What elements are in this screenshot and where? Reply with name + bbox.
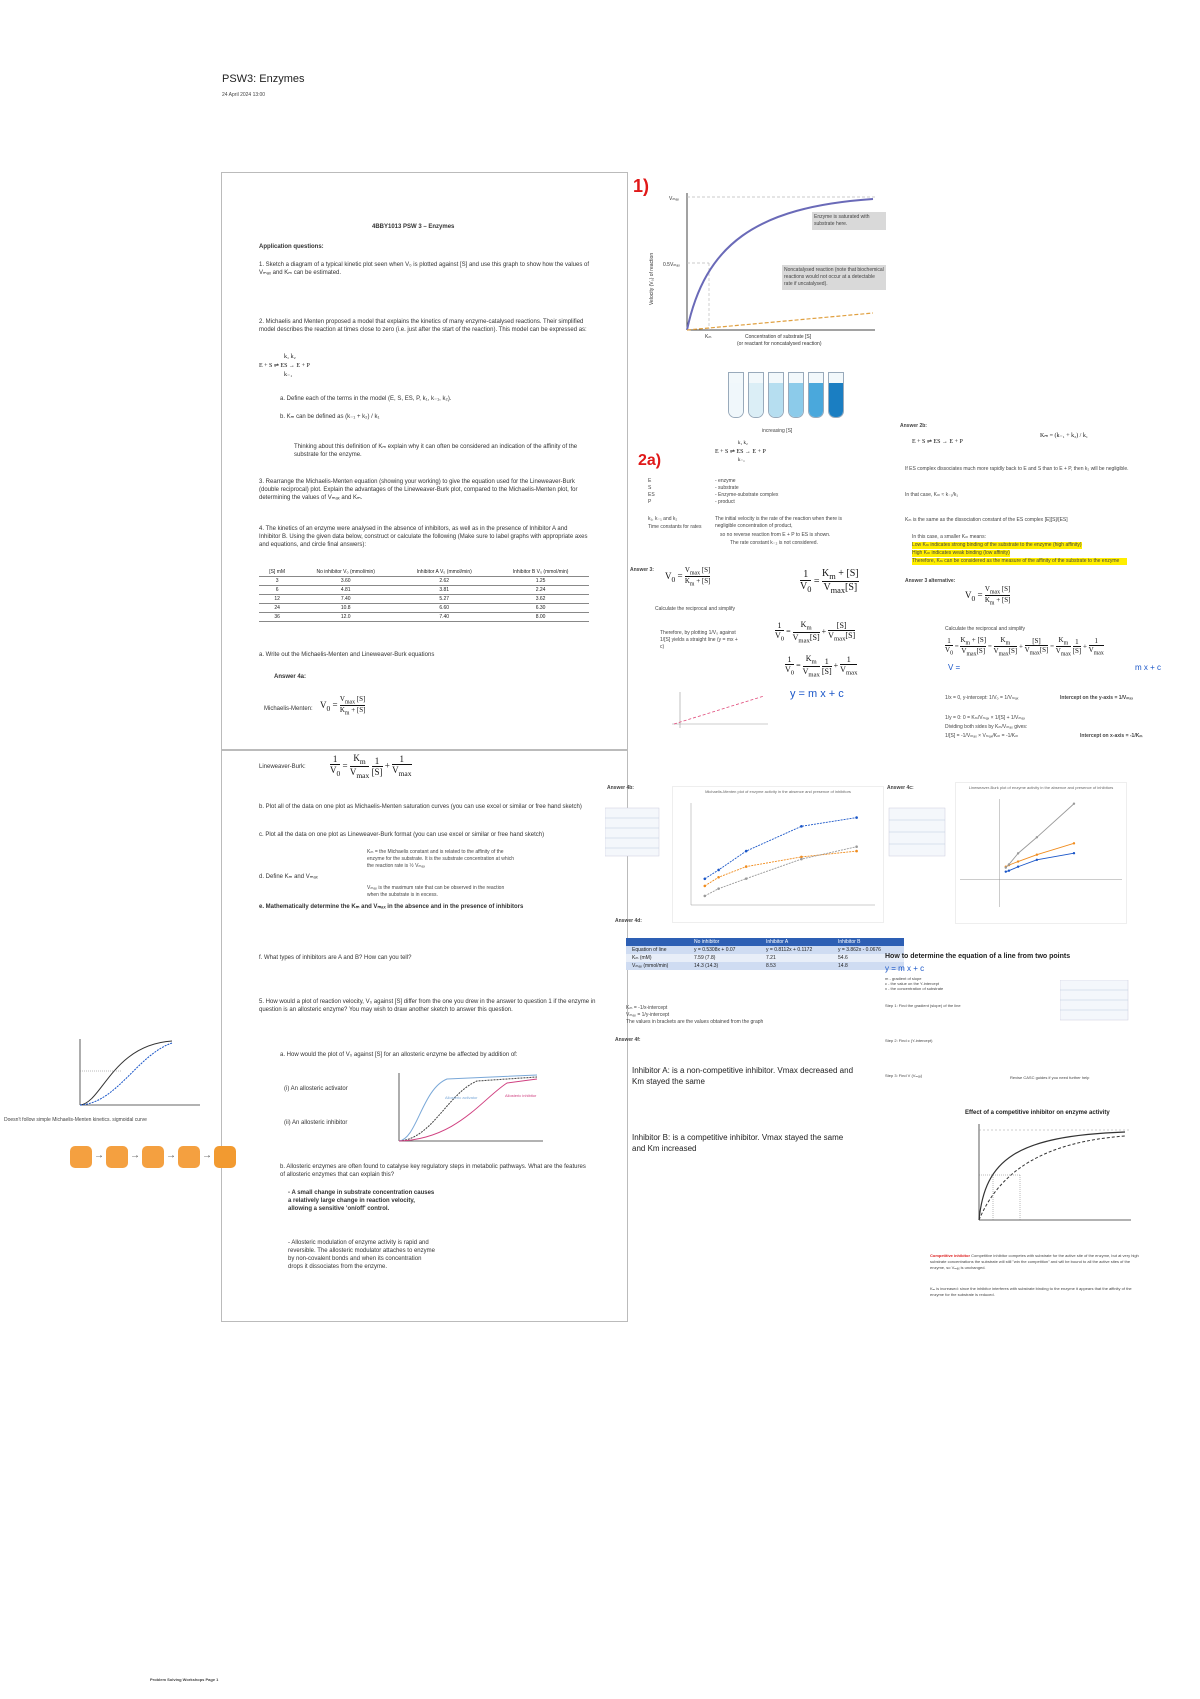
line-equation-title: How to determine the equation of a line from two points [885, 953, 1071, 960]
line-equation: y = m x + c [885, 964, 925, 973]
definition-item: - enzyme [715, 478, 736, 484]
question-4f: f. What types of inhibitors are A and B? How can you tell? [259, 955, 412, 961]
answer-3-reciprocal-equation: $\frac{1}{V_0}$ = $K_m + [S]$ $V_{max}[S]$ [800, 568, 859, 595]
km-note: Kₘ = -1/x-intercept [626, 1005, 668, 1011]
answer-3-line-sketch [670, 690, 770, 730]
q2-reverse-constant: k₋₁ [284, 372, 293, 378]
question-5: 5. How would a plot of reaction velocity, V₀ against [S] differ from the one you drew in the answer to question 1 if the enzyme in question is an allosteric enzyme? You may wish to draw another sketch to answer this question. [259, 999, 596, 1013]
page-timestamp: 24 April 2024 13:00 [222, 92, 266, 98]
answer-3-alt-x0: 1/x = 0, y-intercept: 1/V₀ = 1/Vₘₐₓ [945, 695, 1019, 701]
term-item: E [648, 478, 652, 484]
answer-3-alt-mm-equation: $V_0$ = $V_{max}$ [S] $K_m + [S]$ [965, 585, 1011, 607]
answer-3-alt-x-intercept: Intercept on x-axis = -1/Kₘ [1080, 733, 1143, 739]
mm-data-point [704, 877, 707, 880]
results-header: No inhibitor [694, 939, 720, 945]
competitive-inhibitor-plot [965, 1120, 1135, 1230]
table-cell: 14.3 (14.3) [694, 963, 719, 969]
term-item: P [648, 499, 652, 505]
vmax-definition-note: Vₘₐₓ is the maximum rate that can be observed in the reaction when the substrate is in excess. [367, 885, 505, 898]
question-2b-detail: Thinking about this definition of Kₘ explain why it can often be considered an indication of the affinity of the substrate for the enzyme. [294, 444, 578, 458]
mm-label: Michaelis-Menten: [264, 706, 313, 712]
lb-data-point [1036, 836, 1038, 838]
test-tube-icon [728, 372, 744, 418]
table-cell: 8.53 [766, 963, 776, 969]
mm-data-point [745, 865, 748, 868]
worksheet-heading: 4BBY1013 PSW 3 – Enzymes [372, 224, 455, 230]
inhibitor-b-answer: Inhibitor B: is a competitive inhibitor. Vmax stayed the same and Km increased [632, 1133, 844, 1153]
mm-data-point [717, 887, 720, 890]
question-4d: d. Define Kₘ and Vₘₐₓ [259, 874, 318, 880]
question-5a-ii: (ii) An allosteric inhibitor [284, 1120, 348, 1126]
table-cell: 6.30 [492, 604, 589, 613]
enzyme-subunit-icon [70, 1146, 92, 1168]
table-cell: 3.60 [295, 577, 396, 586]
table-row [259, 604, 589, 613]
answer-3-split-equation: $\frac{1}{V_0}$ = $K_m$ $V_{max}[S]$ + [S] $V_{max}[S]$ [775, 620, 856, 645]
lb-chart [956, 793, 1126, 919]
test-tube-icon [768, 372, 784, 418]
velocity-axis-title: Velocity (V₀) of reaction [649, 252, 655, 305]
arrow-right-icon: → [94, 1150, 104, 1161]
answer-2a-note-2: so no reverse reaction from E + P to ES is shown. [720, 532, 831, 538]
enzyme-subunit-icon [142, 1146, 164, 1168]
question-3: 3. Rearrange the Michaelis-Menten equation (showing your working) to give the equation used for the Lineweaver-Burk (double reciprocal) plot. Explain the advantages of the Lineweaver-Burk plot, compared to the Michaelis-Menten plot, for determining the values of Vₘₐₓ and Kₘ. [259, 479, 578, 501]
table-row [259, 613, 589, 622]
lb-equation: $\frac{1}{V_0}$ = $K_m$ $V_{max}$ $\frac{1}{[S]}$ + 1 $V_{max}$ [330, 753, 412, 780]
lb-data-point [1008, 863, 1010, 865]
answer-2b-equation: E + S ⇌ ES → E + P [912, 439, 963, 445]
table-cell: 3.62 [492, 595, 589, 604]
table-cell: Vₘₐₓ (mmol/min) [632, 963, 669, 969]
lb-data-point [1017, 866, 1019, 868]
answer-2b-highlight-2: High Kₘ indicates weak binding (low affinity) [912, 550, 1010, 556]
lb-data-point [1005, 870, 1007, 872]
table-header: No inhibitor V₀ (mmol/min) [295, 568, 396, 577]
competitive-text-1-body: Competitive inhibitor competes with substrate for the active site of the enzyme, but at very high substrate concentrations the substrate will still "win the competition" and will be bound to all the active sites of the enzyme, so Vₘₐₓ is unchanged. [930, 1253, 1139, 1270]
mm-chart [673, 797, 883, 919]
table-cell: 3.81 [396, 586, 492, 595]
table-cell: 36 [259, 613, 295, 622]
lb-data-point [1017, 852, 1019, 854]
answer-2b-km-definition: Kₘ = (k₋₁ + k₂) / k₁ [1040, 433, 1088, 439]
mm-data-point [855, 816, 858, 819]
km-definition-note: Kₘ = the Michaelis constant and is related to the affinity of the enzyme for the substrate. It is the substrate concentration at which the reaction rate is ½ Vₘₐₓ [367, 849, 515, 869]
inhibitor-a-answer: Inhibitor A: is a non-competitive inhibitor. Vmax decreased and Km stayed the same [632, 1066, 854, 1086]
mm-data-point [800, 858, 803, 861]
answer-4b-data-table-sketch [605, 800, 660, 860]
answer-2a-rate-constants: k₁ k₂ [738, 441, 748, 446]
lb-chart-title: Lineweaver-Burk plot of enzyme activity in the absence and presence of inhibitors [968, 785, 1114, 790]
q5b-answer-2: - Allosteric modulation of enzyme activity is rapid and reversible. The allosteric modulator attaches to enzyme by non-covalent bonds and when its concentration drops it dissociates from the enzyme. [288, 1240, 435, 1270]
worksheet-page-2 [221, 750, 628, 1322]
table-cell: y = 3.862x - 0.0676 [838, 947, 881, 953]
increasing-substrate-label: increasing [S] [762, 428, 793, 434]
table-cell: 7.21 [766, 955, 776, 961]
answer-3-mm-equation: $V_0$ = $V_{max}$ [S] $K_m + [S]$ [665, 566, 711, 588]
page-title: PSW3: Enzymes [222, 73, 305, 85]
substrate-axis-title: Concentration of substrate [S] [745, 334, 812, 340]
table-row [626, 946, 904, 954]
table-cell: 5.27 [396, 595, 492, 604]
question-2: 2. Michaelis and Menten proposed a model that explains the kinetics of many enzyme-catalysed reactions. Their simplified model describes the reaction at times close to zero (i.e. just after the start of the reaction). This model can be expressed as: [259, 319, 587, 333]
km-axis-label: Kₘ [705, 334, 712, 340]
answer-2b-p1: If ES complex dissociates much more rapidly back to E and S than to E + P, then k₂ will be negligible. [905, 466, 1129, 472]
table-row [259, 586, 589, 595]
mm-data-point [855, 845, 858, 848]
answer-3-lb-equation: $\frac{1}{V_0}$ = $K_m$ $V_{max}$ $\frac{1}{[S]}$ + 1 $V_{max}$ [785, 654, 858, 679]
answer-2b-p4: In this case, a smaller Kₘ means: [912, 534, 986, 540]
test-tube-icon [828, 372, 844, 418]
saturated-callout: Enzyme is saturated with substrate here. [812, 212, 886, 230]
table-cell: Kₘ (mM) [632, 955, 652, 961]
table-header: Inhibitor A V₀ (mmol/min) [396, 568, 492, 577]
rates-term: k₁, k₋₁ and k₂ [648, 516, 678, 522]
table-header: [S] mM [259, 568, 295, 577]
table-header-row [259, 568, 589, 577]
worksheet-page-1 [221, 172, 628, 750]
application-heading: Application questions: [259, 244, 324, 250]
mm-series-line [705, 847, 857, 896]
enzyme-subunit-icon [214, 1146, 236, 1168]
mm-data-point [704, 885, 707, 888]
answer-3-alt-x-intercept-derivation: 1/[S] = -1/Vₘₐₓ × Vₘₐₓ/Kₘ = -1/Kₘ [945, 733, 1019, 739]
answer-2a-note-1: The initial velocity is the rate of the reaction when there is negligible concentration of product, [715, 516, 843, 529]
table-row [626, 954, 904, 962]
enzyme-subunit-icon [106, 1146, 128, 1168]
results-header-row [626, 938, 904, 946]
mm-chart-title: Michaelis-Menten plot of enzyme activity in the absence and presence of inhibitors [705, 789, 851, 794]
line-step-3: Step 3: Find V (Vₘₐₓ) [885, 1073, 923, 1078]
kinetics-data-table [259, 568, 589, 622]
answer-4c-label: Answer 4c: [887, 785, 914, 791]
mm-series-line [705, 818, 857, 879]
lb-label: Lineweaver-Burk: [259, 764, 306, 770]
answer-4d-label: Answer 4d: [615, 918, 642, 924]
table-cell: y = 0.5308x + 0.07 [694, 947, 736, 953]
answer-3-alt-y0: 1/y = 0: 0 = Kₘ/Vₘₐₓ × 1/[S] + 1/Vₘₐₓ [945, 715, 1025, 721]
lb-data-point [1017, 860, 1019, 862]
lb-data-point [1036, 854, 1038, 856]
definition-item: - Enzyme-substrate complex [715, 492, 779, 498]
arrow-right-icon: → [166, 1150, 176, 1161]
answer-3-ymxc: y = m x + c [790, 688, 844, 700]
sigmoid-curve-sketch [62, 1035, 202, 1115]
question-5a: a. How would the plot of V₀ against [S] for an allosteric enzyme be affected by addition of: [280, 1052, 518, 1058]
mm-equation: $V_0$ = $V_{max}$ [S] $K_m + [S]$ [320, 695, 366, 717]
table-cell: 14.8 [838, 963, 848, 969]
term-item: S [648, 485, 652, 491]
question-2b: b. Kₘ can be defined as (k₋₁ + k₂) / k₁ [280, 414, 380, 420]
table-cell: 12.0 [295, 613, 396, 622]
answer-3-note: Therefore, by plotting 1/V₀ against 1/[S] yields a straight line (y = mx + c) [660, 630, 738, 650]
answer-3-alt-calc: Calculate the reciprocal and simplify [945, 626, 1026, 632]
answer-2b-p2: In that case, Kₘ ≈ k₋₁/k₁ [905, 492, 959, 498]
answer-3-calc: Calculate the reciprocal and simplify [655, 606, 736, 612]
substrate-axis-subtitle: (or reactant for noncatalysed reaction) [737, 341, 822, 347]
line-note: x - the concentration of substrate [885, 986, 944, 991]
test-tube-icon [748, 372, 764, 418]
enzyme-subunit-icon [178, 1146, 200, 1168]
lb-data-point [1005, 866, 1007, 868]
inhibitor-curve-label: Allosteric inhibitor [505, 1093, 537, 1098]
table-cell: 10.8 [295, 604, 396, 613]
answer-2a-terms [648, 478, 655, 506]
question-5b: b. Allosteric enzymes are often found to catalyse key regulatory steps in metabolic pathways. What are the features of allosteric enzymes that can explain this? [280, 1164, 586, 1178]
table-row [259, 595, 589, 604]
answer-2b-highlight-3: Therefore, Kₘ can be considered as the measure of the affinity of the substrate to the enzyme [912, 558, 1127, 565]
line-step-1: Step 1: Find the gradient (slope) of the line [885, 1003, 961, 1008]
definition-item: - substrate [715, 485, 739, 491]
answer-2b-highlight-1: Low Kₘ indicates strong binding of the substrate to the enzyme (high affinity) [912, 542, 1082, 548]
casc-note: Revise CASC guides if you need further help [1010, 1075, 1090, 1080]
answer-3-alt-y-intercept: Intercept on the y-axis = 1/Vₘₐₓ [1060, 695, 1134, 701]
rates-definition: Time constants for rates [648, 524, 702, 530]
mm-data-point [717, 876, 720, 879]
mm-data-point [855, 850, 858, 853]
definition-item: - product [715, 499, 735, 505]
test-tube-icon [808, 372, 824, 418]
mm-data-point [717, 869, 720, 872]
table-cell: y = 0.8112x + 0.1172 [766, 947, 813, 953]
line-step-2: Step 2: Find c (Y-intercept) [885, 1038, 933, 1043]
results-header: Inhibitor A [766, 939, 789, 945]
table-cell: 7.40 [396, 613, 492, 622]
table-cell: 2.62 [396, 577, 492, 586]
table-cell: Equation of line [632, 947, 667, 953]
answer-3-label: Answer 3: [630, 567, 654, 573]
question-4e: e. Mathematically determine the Kₘ and Vₘₐₓ in the absence and in the presence of inhibitors [259, 904, 524, 910]
question-4c: c. Plot all the data on one plot as Lineweaver-Burk format (you can use excel or similar or free hand sketch) [259, 832, 545, 838]
line-data-table-sketch [1060, 980, 1130, 1022]
line-note: c - the value on the Y-intercept [885, 981, 940, 986]
mm-series-line [705, 851, 857, 886]
lb-chart-frame [955, 782, 1127, 924]
answer-1-label: 1) [633, 176, 650, 196]
competitive-text-1: Competitive inhibitor Competitive inhibitor competes with substrate for the active site of the enzyme, but at very high substrate concentrations the substrate will still "win the competition" and will be bound to all the active sites of the enzyme, so Vₘₐₓ is unchanged. [930, 1253, 1139, 1270]
table-cell: 12 [259, 595, 295, 604]
table-cell: 24 [259, 604, 295, 613]
answer-2a-reverse-constant: k₋₁ [738, 458, 745, 463]
lb-data-point [1073, 803, 1075, 805]
table-cell: 1.25 [492, 577, 589, 586]
mm-chart-frame [672, 786, 884, 923]
activator-curve-label: Allosteric activator [445, 1095, 478, 1100]
answer-4a-label: Answer 4a: [274, 674, 307, 680]
lb-data-point [1008, 870, 1010, 872]
allosteric-note: Doesn't follow simple Michaelis-Menten kinetics. sigmoidal curve [4, 1117, 147, 1123]
q5b-answer-1: - A small change in substrate concentration causes a relatively large change in reaction velocity, allowing a sensitive 'on/off' control. [288, 1190, 435, 1212]
mm-data-point [800, 825, 803, 828]
answer-3-alt-v: V = [948, 663, 961, 672]
answer-3-alt-label: Answer 3 alternative: [905, 578, 956, 584]
table-cell: 6.60 [396, 604, 492, 613]
table-cell: 7.59 (7.8) [694, 955, 716, 961]
results-table [626, 938, 904, 970]
vmax-note: Vₘₐₓ = 1/y-intercept [626, 1012, 670, 1018]
table-cell: 3 [259, 577, 295, 586]
answer-2b-p3: Kₘ is the same as the dissociation constant of the ES complex [E][S]/[ES] [905, 517, 1068, 523]
answer-2a-label: 2a) [638, 452, 662, 469]
mm-data-point [745, 850, 748, 853]
lb-data-point [1036, 859, 1038, 861]
answer-2b-label: Answer 2b: [900, 423, 927, 429]
line-note: m - gradient of slope [885, 976, 922, 981]
lb-data-point [1073, 842, 1075, 844]
answer-3-alt-divide: Dividing both sides by Kₘ/Vₘₐₓ gives: [945, 724, 1028, 730]
answer-3-alt-expanded-equation: $\frac{1}{V_0}$ = $K_m + [S]$ $V_{max}[S]$ = $K_m$ $V_{max}[S]$ + [S] $V_{max}[S]$ = $K_m$ $V_{max}$ $\frac{1}{[S]}$ + 1 $V_{max}$ [945, 636, 1104, 658]
table-header: Inhibitor B V₀ (mmol/min) [492, 568, 589, 577]
answer-2a-note-3: The rate constant k₋₂ is not considered. [730, 540, 818, 546]
answer-2a-equation: E + S ⇌ ES → E + P [715, 449, 766, 455]
question-4a: a. Write out the Michaelis-Menten and Lineweaver-Burk equations [259, 652, 435, 658]
arrow-right-icon: → [130, 1150, 140, 1161]
half-vmax-axis-label: 0.5Vₘₐₓ [663, 262, 680, 268]
q2-equation: E + S ⇌ ES → E + P [259, 363, 310, 369]
vmax-axis-label: Vₘₐₓ [669, 196, 679, 202]
table-cell: 6 [259, 586, 295, 595]
table-row [259, 577, 589, 586]
answer-4c-data-table-sketch [887, 800, 947, 860]
q2-rate-constants: k₁ k₂ [284, 354, 296, 360]
line-equation-notes [885, 976, 943, 991]
bracket-note: The values in brackets are the values obtained from the graph [626, 1019, 764, 1025]
question-2a: a. Define each of the terms in the model (E, S, ES, P, k₁, k₋₁, k₂). [280, 396, 452, 402]
allosteric-modulator-sketch [387, 1069, 547, 1149]
answer-2a-definitions [715, 478, 778, 506]
mm-data-point [704, 895, 707, 898]
question-4: 4. The kinetics of an enzyme were analysed in the absence of inhibitors, as well as in the presence of Inhibitor A and Inhibitor B. Using the given data below, construct or calculate the following (Make sure to label graphs with appropriate axes and equations, and circle final answers): [259, 526, 588, 548]
noncatalysed-callout: Noncatalysed reaction (note that biochemical reactions would not occur at a detectable rate if uncatalysed). [782, 265, 886, 290]
test-tube-icon [788, 372, 804, 418]
question-4b: b. Plot all of the data on one plot as Michaelis-Menten saturation curves (you can use excel or similar or free hand sketch) [259, 804, 582, 810]
table-cell: 4.81 [295, 586, 396, 595]
results-header: Inhibitor B [838, 939, 861, 945]
competitive-title: Effect of a competitive inhibitor on enzyme activity [965, 1110, 1110, 1116]
table-cell: 7.40 [295, 595, 396, 604]
question-5a-i: (i) An allosteric activator [284, 1086, 348, 1092]
term-item: ES [648, 492, 655, 498]
competitive-text-2: Kₘ is increased: since the inhibitor interferes with substrate binding to the enzyme it appears that the affinity of the enzyme for the substrate is reduced. [930, 1286, 1132, 1297]
results-header [626, 938, 688, 946]
table-cell: 54.6 [838, 955, 848, 961]
question-1: 1. Sketch a diagram of a typical kinetic plot seen when V₀ is plotted against [S] and use this graph to show how the values of Vₘₐₓ and Kₘ can be estimated. [259, 262, 590, 276]
page-footer: Problem Solving Workshops Page 1 [150, 1677, 219, 1682]
table-cell: 8.00 [492, 613, 589, 622]
table-cell: 2.24 [492, 586, 589, 595]
arrow-right-icon: → [202, 1150, 212, 1161]
answer-4f-label: Answer 4f: [615, 1037, 641, 1043]
answer-3-alt-mxc: m x + c [1135, 663, 1162, 672]
answer-4b-label: Answer 4b: [607, 785, 634, 791]
mm-data-point [745, 877, 748, 880]
table-row [626, 962, 904, 970]
lb-series-line [1006, 804, 1074, 868]
lb-data-point [1073, 852, 1075, 854]
